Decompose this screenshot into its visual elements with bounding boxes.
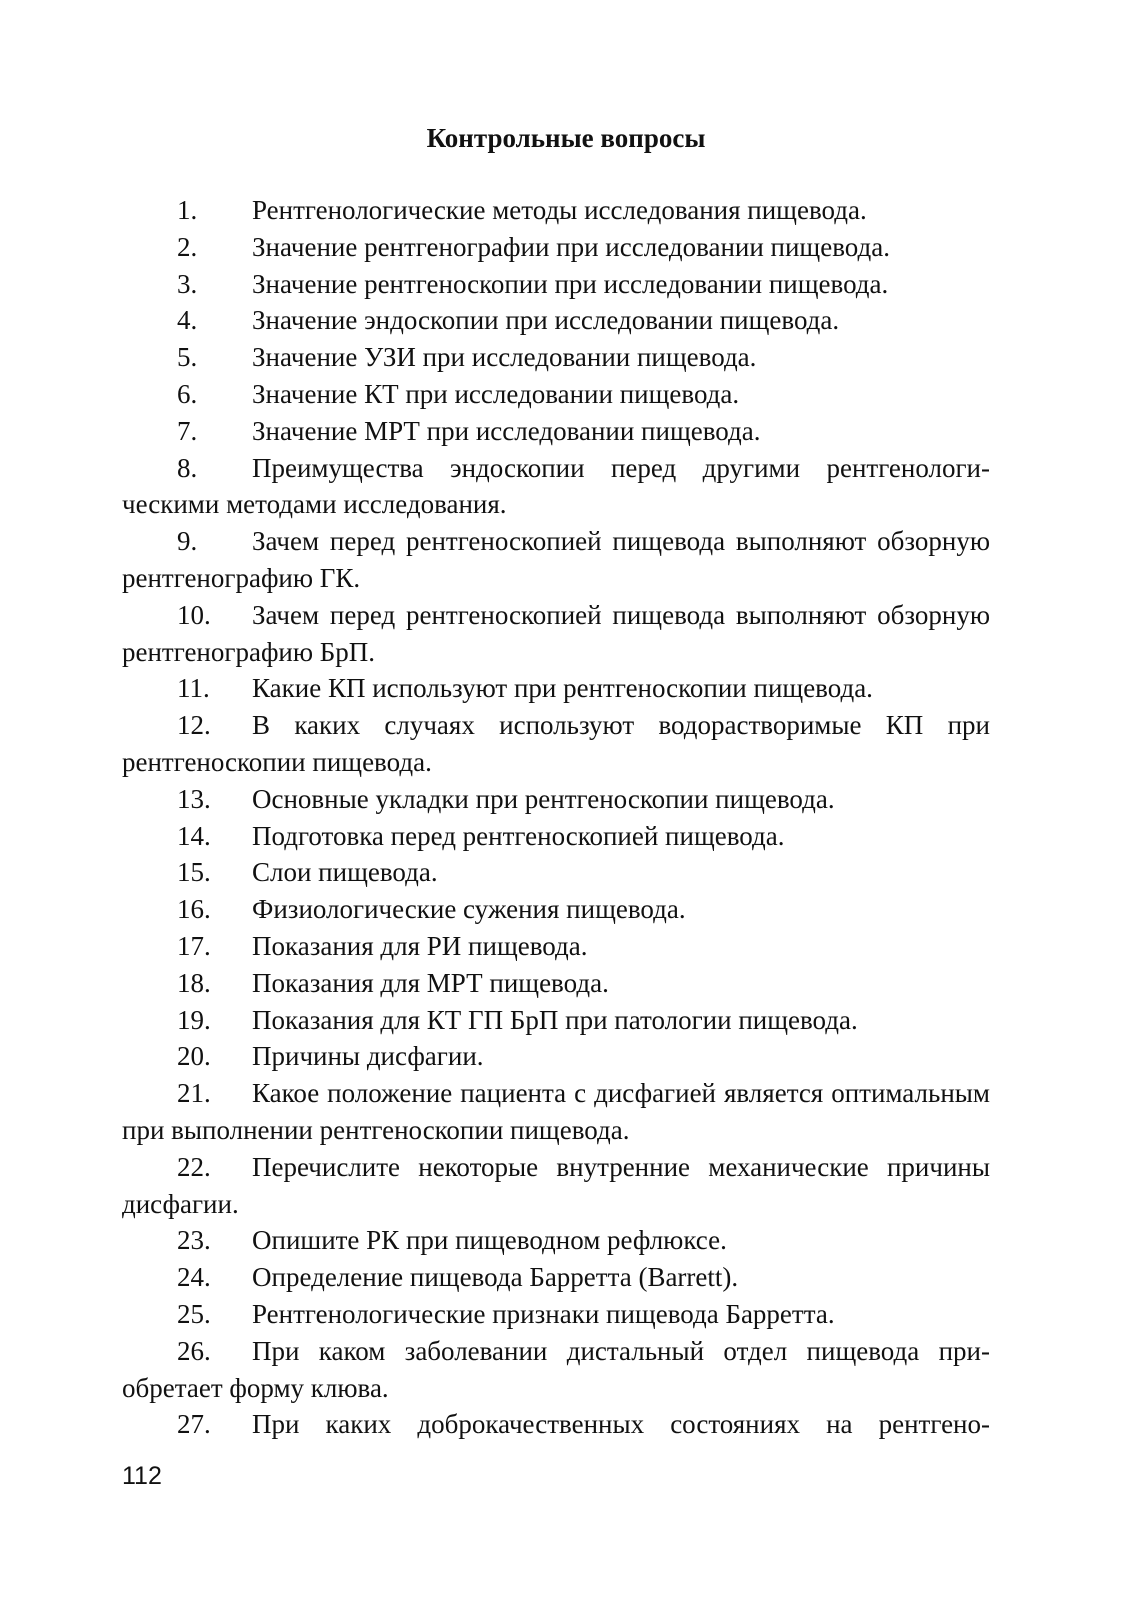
question-number: 16. [177,894,211,925]
page-number: 112 [122,1462,162,1490]
question-text: Значение рентгеноскопии при исследовании пищевода. [252,268,889,299]
question-number: 25. [177,1298,211,1329]
question-number: 24. [177,1262,211,1293]
question-item [122,707,990,781]
question-text: Определение пищевода Барретта (Barrett). [252,1262,739,1293]
question-item [122,450,990,524]
question-number: 21. [177,1078,211,1109]
question-number: 19. [177,1004,211,1035]
question-item [122,928,990,965]
question-text: Рентгенологические признаки пищевода Барретта. [252,1298,835,1329]
question-number: 1. [177,195,198,225]
question-number: 7. [177,415,198,446]
question-text: Подготовка перед рентгеноскопией пищевода. [252,820,785,851]
question-number: 27. [177,1409,211,1440]
question-number: 12. [177,710,211,741]
question-text: Какие КП используют при рентгеноскопии пищевода. [252,673,873,704]
question-text: Значение УЗИ при исследовании пищевода. [252,342,757,373]
question-item [122,818,990,855]
question-number: 18. [177,967,211,998]
question-number: 3. [177,268,198,299]
question-item [122,413,990,450]
question-item [122,670,990,707]
question-item [122,1259,990,1296]
question-number: 17. [177,930,211,961]
question-number: 5. [177,342,198,373]
question-text: Какое положение пациента с дисфагией является оптимальным при выполнении рентгеноскопии пищевода. [122,1078,990,1145]
question-item [122,376,990,413]
question-item [122,1296,990,1333]
question-number: 4. [177,305,198,336]
question-item [122,1406,990,1443]
question-item [122,1038,990,1075]
question-number: 15. [177,857,211,888]
question-item [122,523,990,597]
question-item [122,1333,990,1407]
question-text: Основные укладки при рентгеноскопии пищевода. [252,783,835,814]
question-text: Перечислите некоторые внутренние механические причины дисфагии. [122,1151,990,1219]
question-number: 8. [177,452,198,483]
question-item [122,192,990,229]
question-number: 13. [177,783,211,814]
question-item [122,229,990,266]
question-item [122,965,990,1002]
questions-list [122,192,990,1443]
question-number: 14. [177,820,211,851]
question-item [122,1149,990,1223]
question-text: Физиологические сужения пищевода. [252,894,686,925]
question-text: Зачем перед рентгеноскопией пищевода выполняют обзорную рентгенографию БрП. [122,599,990,667]
question-item [122,597,990,671]
question-text: При каких доброкачественных состояниях на рентгено- [252,1409,990,1440]
question-item [122,302,990,339]
question-number: 26. [177,1335,211,1366]
question-text: Опишите РК при пищеводном рефлюксе. [252,1225,727,1256]
question-text: Значение КТ при исследовании пищевода. [252,378,740,409]
question-text: Причины дисфагии. [252,1041,484,1072]
question-item [122,1002,990,1039]
question-item [122,891,990,928]
page-heading: Контрольные вопросы [426,123,706,153]
question-text: Значение рентгенографии при исследовании пищевода. [252,231,890,262]
question-text: Зачем перед рентгеноскопией пищевода выполняют обзорную рентгенографию ГК. [122,526,990,593]
question-text: Показания для РИ пищевода. [252,930,588,961]
question-item [122,339,990,376]
question-item [122,854,990,891]
question-number: 2. [177,231,198,262]
question-number: 23. [177,1225,211,1256]
question-item [122,1075,990,1149]
question-item [122,266,990,303]
question-text: В каких случаях используют водорастворимые КП при рентгеноскопии пищевода. [122,710,990,777]
question-text: При каком заболевании дистальный отдел пищевода приобретает форму клюва. [122,1335,990,1403]
question-item [122,1222,990,1259]
question-number: 9. [177,526,198,557]
question-number: 10. [177,599,211,630]
question-text: Слои пищевода. [252,857,438,888]
question-item [122,781,990,818]
question-number: 6. [177,378,198,409]
question-text: Значение МРТ при исследовании пищевода. [252,415,761,446]
question-text: Показания для МРТ пищевода. [252,967,609,998]
question-number: 11. [177,673,210,704]
question-number: 20. [177,1041,211,1072]
question-number: 22. [177,1151,211,1182]
question-text: Значение эндоскопии при исследовании пищевода. [252,305,840,336]
question-text: Показания для КТ ГП БрП при патологии пищевода. [252,1004,858,1035]
question-text: Рентгенологические методы исследования пищевода. [252,195,867,225]
question-text: Преимущества эндоскопии перед другими рентгенологическими методами исследования. [122,452,990,520]
